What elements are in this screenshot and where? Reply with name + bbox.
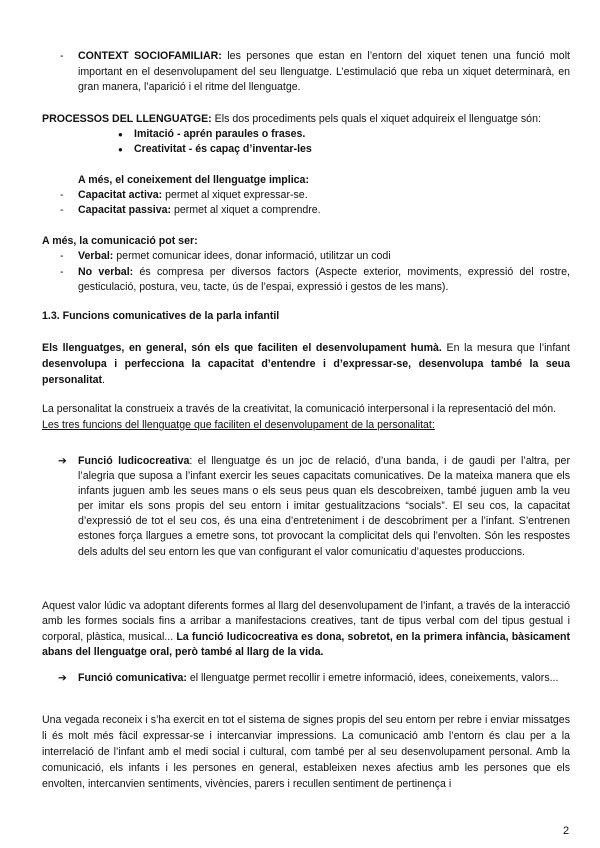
text: permet comunicar idees, donar informació, utilitzar un codi xyxy=(113,250,391,262)
bullet-text: Imitació - aprén paraules o frases. xyxy=(134,128,306,140)
list-item xyxy=(60,265,571,296)
processos-paragraph xyxy=(42,112,570,128)
text: el llenguatge permet recollir i emetre informació, idees, coneixements, valors... xyxy=(186,672,559,684)
text: permet al xiquet a comprendre. xyxy=(171,204,321,216)
term: Capacitat activa: xyxy=(78,189,163,201)
term: Funció comunicativa: xyxy=(78,672,187,684)
list-item xyxy=(60,249,570,265)
heading: A més, la comunicació pot ser: xyxy=(42,235,198,247)
text: permet al xiquet expressar-se. xyxy=(162,189,308,201)
arrow-icon: ➔ xyxy=(58,455,67,467)
bullet-item xyxy=(118,142,564,157)
list-item xyxy=(60,203,570,218)
bullet-icon: ● xyxy=(118,130,123,139)
term: Verbal: xyxy=(78,250,114,262)
text: : el llenguatge és un joc de relació, d’una banda, i de gaudi per l’altra, per l’alegria que suposa a l’infant exercir les seues capacitats comunicatives. De la mateixa manera que els infants juguen amb les seues mans o els seus peus quan els descobreixen, també juguen amb la veu per imitar els sons propis del seu entorn i imitar gestualitzacions “socials”. El seu cos, la capacitat d’expressió de tot el seu cos, és una eina d’entreteniment i de descobriment per a l’infant. S’entrenen estones força llargues a emetre sons, tot provocant la complicitat dels qui l’envolten. Són les respostes dels adults del seu entorn les que van configurant el valor comunicatiu d’aquestes produccions. xyxy=(78,455,570,558)
coneixement-block xyxy=(60,173,570,218)
una-vegada-paragraph xyxy=(42,712,570,792)
term: Capacitat passiva: xyxy=(78,204,172,216)
personalitat-paragraph xyxy=(42,402,570,433)
dash-marker: - xyxy=(60,50,64,62)
term: Funció ludicocreativa xyxy=(78,455,190,467)
bold-text: La funció ludicocreativa es dona, sobretot, en la primera infància, bàsicament abans del llenguatge oral, però també al llarg de la vida. xyxy=(42,630,570,659)
aquest-paragraph xyxy=(42,599,570,661)
bold-text: desenvolupa i perfecciona la capacitat d’entendre i d’expressar-se, desenvolupa també la seua personalitat xyxy=(42,358,570,386)
dash-marker: - xyxy=(60,204,64,216)
bold-text: Els llenguatges, en general, són els que faciliten el desenvolupament humà. xyxy=(42,342,442,354)
text: és compresa per diversos factors (Aspecte exterior, moviments, expressió del rostre, gesticulació, postura, veu, tacte, ús de l’espai, expressió i gestos de les mans). xyxy=(78,265,571,293)
dash-marker: - xyxy=(60,189,64,201)
funcio-comunicativa-item xyxy=(58,671,570,686)
comunicacio-list xyxy=(60,249,571,296)
text: En la mesura que l’infant xyxy=(441,342,570,354)
bullet-text: Creativitat - és capaç d’inventar-les xyxy=(134,143,312,155)
text: . xyxy=(102,374,105,386)
text: Aquest valor lúdic va adoptant diferents formes al llarg del desenvolupament de l’infant, a través de la interacció amb les formes socials fins a arribar a manifestacions creatives, tant de tipus verbal com del tipus gestual i corporal, plàstica, musical... xyxy=(42,600,570,643)
dash-marker: - xyxy=(60,265,64,278)
term: No verbal: xyxy=(78,265,134,278)
text: les persones que estan en l’entorn del xiquet tenen una funció molt important en el desenvolupament del seu llenguatge. L’estimulació que reba un xiquet determinarà, en gran manera, l’aparició i el ritme del llenguatge. xyxy=(78,50,570,94)
section-title xyxy=(42,309,570,325)
text: La personalitat la construeix a través de la creativitat, la comunicació interpersonal i la representació del món. xyxy=(42,403,557,415)
intro-paragraph xyxy=(42,340,570,388)
text: Una vegada reconeix i s’ha exercit en tot el sistema de signes propis del seu entorn per rebre i enviar missatges li és molt més fàcil expressar-se i intercanviar impressions. La comunicació amb l’entorn és clau per a la interrelació de l’infant amb el medi social i cultural, com també per al seu desenvolupament personal. Amb la comunicació, els infants i les persones en general, estableixen nexes afectius amb les persones que els envolten, intercanvien sentiments, vivències, parers i recullen sentiment de pertinença i xyxy=(42,714,570,790)
funcio-ludicocreativa-item xyxy=(58,454,570,560)
text: Els dos procediments pels quals el xiquet adquireix el llenguatge són: xyxy=(211,113,541,125)
heading: PROCESSOS DEL LLENGUATGE: xyxy=(42,113,212,125)
processos-bullets xyxy=(118,127,564,157)
bullet-icon: ● xyxy=(118,145,123,154)
term: CONTEXT SOCIOFAMILIAR: xyxy=(78,50,222,62)
bullet-item xyxy=(118,127,564,142)
context-sociofamiliar-item xyxy=(60,49,570,96)
underlined-text: Les tres funcions del llenguatge que faciliten el desenvolupament de la personalitat: xyxy=(42,418,435,431)
list-item xyxy=(60,188,570,203)
heading: A més, el coneixement del llenguatge implica: xyxy=(78,174,309,186)
page-number: 2 xyxy=(563,825,570,837)
arrow-icon: ➔ xyxy=(58,672,67,684)
section-title-text: 1.3. Funcions comunicatives de la parla infantil xyxy=(42,310,280,322)
dash-marker: - xyxy=(60,250,64,262)
comunicacio-heading xyxy=(42,234,570,249)
